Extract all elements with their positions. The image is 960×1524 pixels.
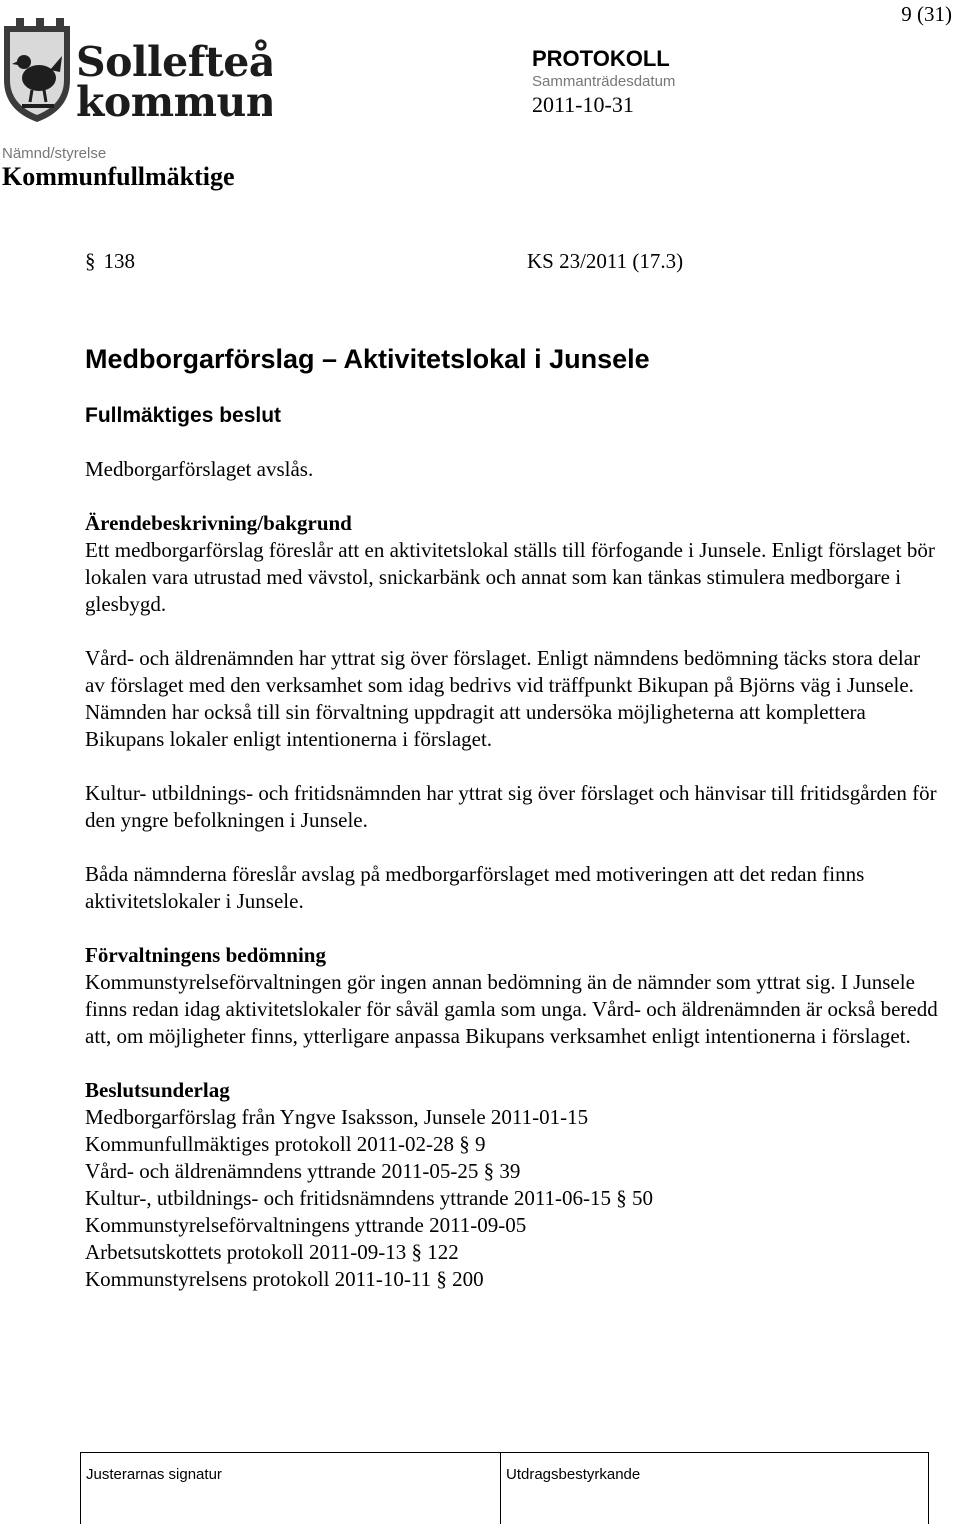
background-paragraph-2: Vård- och äldrenämnden har yttrat sig över förslaget. Enligt nämndens bedömning täcks stora delar av förslaget med den verksamhet som idag bedrivs vid träffpunkt Bikupan på Björns väg i Junsele. Nämnden har också till sin förvaltning uppdragit att undersöka möjligheterna att komplettera Bikupans lokaler enligt intentionerna i förslaget.	[85, 646, 921, 751]
section-sign: §	[411, 1240, 422, 1264]
logo-line-2: kommun	[76, 78, 272, 126]
coat-of-arms-capercaillie-icon	[4, 18, 70, 122]
basis-item: Vård- och äldrenämndens yttrande 2011-05-25 § 39	[85, 1159, 521, 1183]
section-sign: §	[436, 1267, 447, 1291]
logo-graphic	[2, 18, 272, 128]
case-title: Medborgarförslag – Aktivitetslokal i Junsele	[85, 344, 650, 374]
justifier-signature-cell	[81, 1453, 501, 1524]
basis-item: Kommunstyrelseförvaltningens yttrande 2011-09-05	[85, 1213, 527, 1237]
basis-heading: Beslutsunderlag	[85, 1078, 230, 1102]
background-paragraph-4: Båda nämnderna föreslår avslag på medborgarförslaget med motiveringen att det redan finns aktivitetslokaler i Junsele.	[85, 862, 865, 913]
section-sign: §	[616, 1186, 627, 1210]
background-heading: Ärendebeskrivning/bakgrund	[85, 511, 352, 535]
background-paragraph-3: Kultur- utbildnings- och fritidsnämnden har yttrat sig över förslaget och hänvisar till fritidsgården för den yngre befolkningen i Junsele.	[85, 781, 937, 832]
municipality-logo	[2, 18, 272, 128]
page-number: 9 (31)	[901, 2, 952, 26]
basis-list	[85, 1104, 945, 1293]
board-label: Nämnd/styrelse	[2, 145, 107, 162]
basis-item: Kultur-, utbildnings- och fritidsnämndens yttrande 2011-06-15 § 50	[85, 1186, 654, 1210]
basis-item: Arbetsutskottets protokoll 2011-09-13 § 122	[85, 1240, 459, 1264]
background-paragraph-1: Ett medborgarförslag föreslår att en aktivitetslokal ställs till förfogande i Junsele. Enligt förslaget bör lokalen vara utrustad med vävstol, snickarbänk och annat som kan tänkas stimulera medborgare i glesbygd.	[85, 538, 935, 616]
board-name: Kommunfullmäktige	[2, 162, 235, 191]
document-type-title: PROTOKOLL	[532, 46, 670, 71]
logo-line-1: Sollefteå	[76, 38, 272, 86]
section-sign: §	[483, 1159, 495, 1183]
section-sign: §	[459, 1132, 470, 1156]
assessment-heading: Förvaltningens bedömning	[85, 943, 326, 967]
protocol-content	[85, 248, 945, 1293]
item-reference-row	[85, 248, 945, 275]
signature-box	[80, 1452, 929, 1524]
decision-heading: Fullmäktiges beslut	[85, 404, 282, 427]
meeting-date-label: Sammanträdesdatum	[532, 73, 676, 90]
extract-certification-label: Utdragsbestyrkande	[506, 1466, 641, 1483]
section-number-value: 138	[103, 249, 135, 273]
assessment-text: Kommunstyrelseförvaltningen gör ingen annan bedömning än de nämnder som yttrat sig. I Junsele finns redan idag aktivitetslokaler för såväl gamla som unga. Vård- och äldrenämnden är också beredd att, om möjligheter finns, ytterligare anpassa Bikupans verksamhet enligt intentionerna i förslaget.	[85, 970, 938, 1048]
case-reference: KS 23/2011 (17.3)	[527, 249, 684, 273]
basis-item: Kommunfullmäktiges protokoll 2011-02-28 § 9	[85, 1132, 486, 1156]
section-number	[85, 248, 135, 275]
justifier-signature-label: Justerarnas signatur	[86, 1466, 222, 1483]
extract-certification-cell	[501, 1453, 930, 1524]
basis-item: Medborgarförslag från Yngve Isaksson, Junsele 2011-01-15	[85, 1105, 589, 1129]
meeting-date: 2011-10-31	[532, 92, 634, 117]
decision-text: Medborgarförslaget avslås.	[85, 457, 314, 481]
basis-item: Kommunstyrelsens protokoll 2011-10-11 § 200	[85, 1267, 484, 1291]
section-sign: §	[85, 249, 96, 273]
